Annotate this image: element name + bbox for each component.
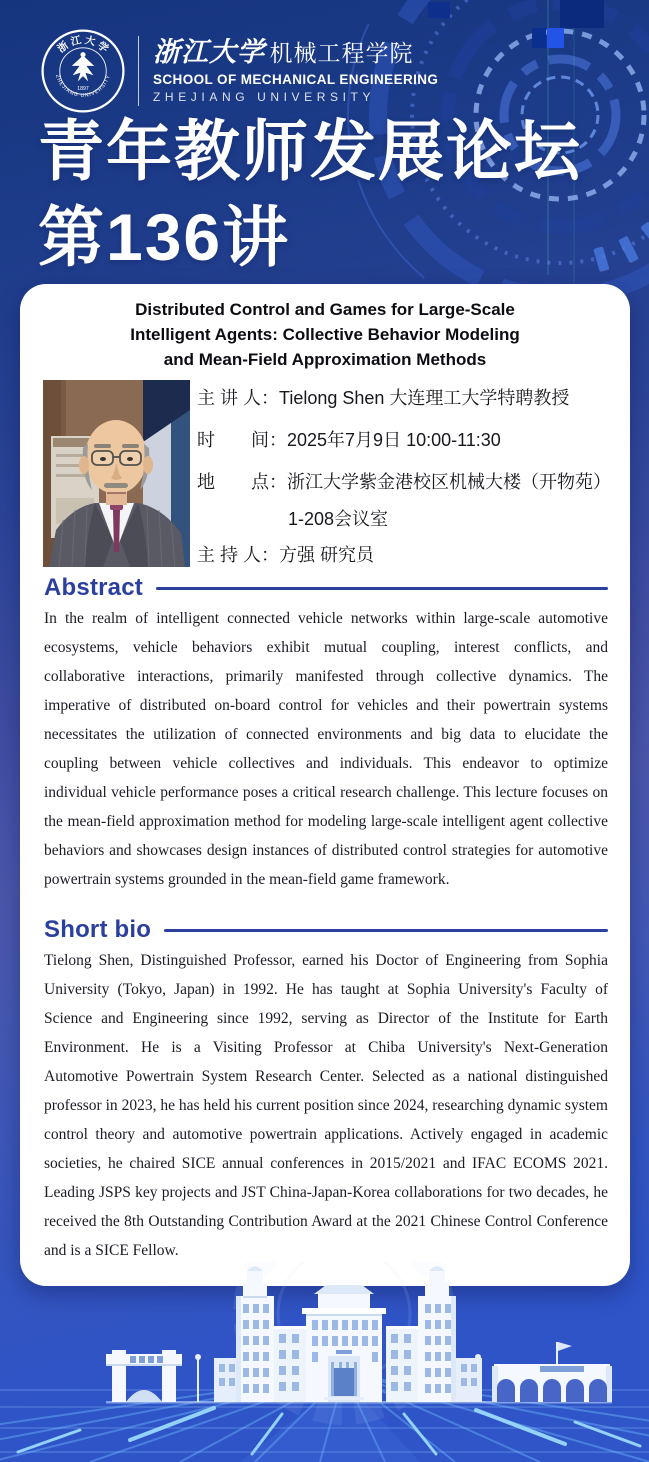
university-name-cn: 浙江大学 (153, 36, 265, 67)
seal-arc-top: 浙 江 大 学 (56, 35, 110, 56)
floor-grid (0, 1374, 649, 1462)
school-name-en: SCHOOL OF MECHANICAL ENGINEERING (153, 71, 439, 87)
location-value-line2: 1-208会议室 (288, 509, 389, 529)
seal-arc-bottom: ZHEJIANG UNIVERSITY (54, 73, 112, 99)
bio-heading-rule (164, 929, 608, 932)
host-value: 方强 研究员 (279, 545, 375, 565)
footer-illustration (0, 1262, 649, 1462)
eagle-icon (72, 52, 94, 81)
zju-seal-icon (40, 28, 126, 114)
speaker-photo (43, 380, 190, 567)
lecture-title-line1: Distributed Control and Games for Large-Scale (135, 300, 515, 319)
forum-title-line2: 第136讲 (38, 200, 291, 274)
location-row (197, 468, 630, 496)
location-label: 地 点： (197, 472, 287, 492)
abstract-heading-rule (156, 587, 608, 590)
speaker-value: Tielong Shen 大连理工大学特聘教授 (279, 388, 570, 408)
abstract-heading-row (44, 574, 608, 602)
bio-heading-row (44, 916, 608, 944)
time-value: 2025年7月9日 10:00-11:30 (287, 430, 501, 450)
forum-title-line1: 青年教师发展论坛 (38, 114, 582, 188)
content-card (20, 284, 630, 1286)
university-name-en: ZHEJIANG UNIVERSITY (153, 90, 376, 105)
speaker-info (197, 384, 630, 569)
speaker-label: 主 讲 人： (197, 388, 280, 408)
time-label: 时 间： (197, 430, 287, 450)
lecture-title-line3: and Mean-Field Approximation Methods (163, 350, 487, 369)
seal-year: 1897 (77, 85, 89, 92)
campus-illustration (0, 1262, 649, 1462)
abstract-text: In the realm of intelligent connected vehicle networks within large-scale automotive ecosystems, vehicle behaviors exhibit mutual coupling, interest conflicts, and collaborative interactions, primarily manifested through collective dynamics. The imperative of distributed on-board control for vehicles and their powertrain systems necessitates the utilization of connected environments and big data to elucidate the coupling between vehicle collectives and individuals. This endeavor to optimize individual vehicle performance poses a critical research challenge. This lecture focuses on the mean-field approximation method for modeling large-scale intelligent agent collective behaviors and showcases design instances of distributed control strategies for automotive powertrain systems grounded in the mean-field game framework. (44, 610, 608, 888)
lecture-title (30, 297, 620, 372)
header (40, 28, 438, 114)
deco-square (428, 2, 450, 18)
bio-text: Tielong Shen, Distinguished Professor, earned his Doctor of Engineering from Sophia University (Tokyo, Japan) in 1992. He has taught at Sophia University's Faculty of Science and Engineering since 1992, serving as Director of the Institute for Earth Environment. He is a Visiting Professor at Chiba University's Next-Generation Automotive Powertrain System Research Center. Selected as a national distinguished professor in 2023, he has held his current position since 2024, researching dynamic system control theory and automotive powertrain applications. Actively engaged in academic societies, he chaired SICE annual conferences in 2015/2021 and IFAC ECOMS 2021. Leading JSPS key projects and JST China-Japan-Korea collaborations for two decades, he received the 8th Outstanding Contribution Award at the 2021 Chinese Control Conference and is a SICE Fellow. (44, 952, 608, 1259)
abstract-heading: Abstract (44, 574, 143, 601)
location-value: 浙江大学紫金港校区机械大楼（开物苑） (287, 472, 611, 492)
location-row-line2 (197, 505, 630, 533)
header-divider (138, 36, 139, 106)
time-row (197, 426, 630, 454)
bio-heading: Short bio (44, 916, 152, 943)
banner-title (38, 108, 582, 280)
deco-square (560, 0, 604, 28)
campus-buildings (106, 1267, 612, 1404)
school-name-cn: 机械工程学院 (269, 39, 414, 66)
speaker-row (197, 384, 630, 412)
lecture-title-line2: Intelligent Agents: Collective Behavior Modeling (130, 325, 520, 344)
host-label: 主 持 人： (197, 545, 280, 565)
host-row (197, 541, 630, 569)
